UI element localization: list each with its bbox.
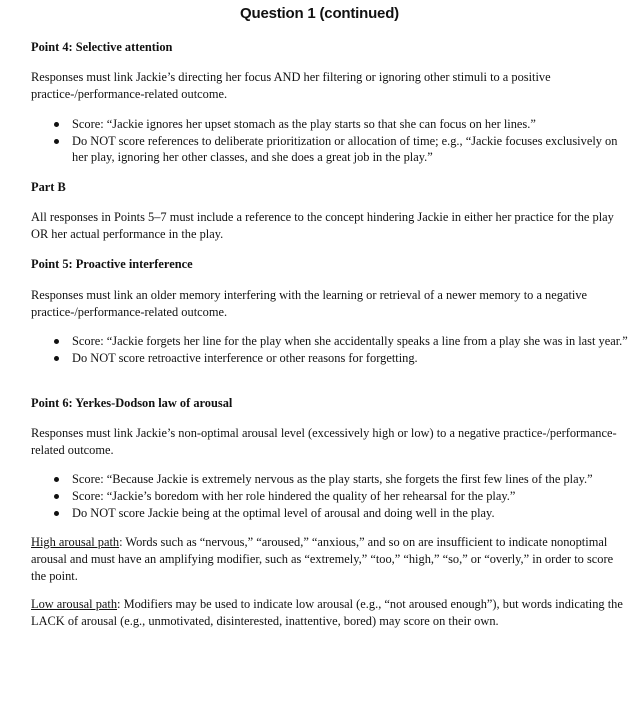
- list-item: Do NOT score retroactive interference or other reasons for forgetting.: [31, 350, 631, 366]
- partB-heading: Part B: [31, 180, 66, 194]
- list-item: Score: “Jackie’s boredom with her role hindered the quality of her rehearsal for the play.”: [31, 488, 631, 504]
- list-item: Do NOT score Jackie being at the optimal level of arousal and doing well in the play.: [31, 505, 631, 521]
- list-item: Score: “Because Jackie is extremely nervous as the play starts, she forgets the first few lines of the play.”: [31, 471, 631, 487]
- high-arousal-label: High arousal path: [31, 535, 120, 549]
- low-arousal-text: : Modifiers may be used to indicate low arousal (e.g., “not aroused enough”), but words indicating the LACK of arousal (e.g., unmotivated, disinterested, inattentive, bored) may score on their own.: [31, 597, 623, 628]
- point4-heading: Point 4: Selective attention: [31, 40, 173, 54]
- partB-paragraph: All responses in Points 5–7 must include a reference to the concept hindering Jackie in either her practice for the play OR her actual performance in the play.: [31, 210, 614, 241]
- point6-heading: Point 6: Yerkes-Dodson law of arousal: [31, 396, 233, 410]
- high-arousal-paragraph: [31, 534, 631, 585]
- point6-bullet-list: [31, 471, 631, 522]
- low-arousal-label: Low arousal path: [31, 597, 118, 611]
- low-arousal-paragraph: [31, 596, 631, 630]
- high-arousal-text: : Words such as “nervous,” “aroused,” “anxious,” and so on are insufficient to indicate nonoptimal arousal and must have an amplifying modifier, such as “extremely,” “too,” “high,” “so,” or “overly,” in order to score the point.: [31, 535, 614, 583]
- list-item: Score: “Jackie ignores her upset stomach as the play starts so that she can focus on her lines.”: [31, 116, 631, 132]
- point5-bullet-list: [31, 333, 631, 367]
- point5-heading: Point 5: Proactive interference: [31, 257, 193, 271]
- list-item: Score: “Jackie forgets her line for the play when she accidentally speaks a line from a play she was in last year.”: [31, 333, 631, 349]
- page-title: Question 1 (continued): [240, 5, 399, 22]
- point4-bullet-list: [31, 116, 631, 166]
- point5-paragraph: Responses must link an older memory interfering with the learning or retrieval of a newer memory to a negative practice-/performance-related outcome.: [31, 288, 588, 319]
- list-item: Do NOT score references to deliberate prioritization or allocation of time; e.g., “Jackie focuses exclusively on her play, ignoring her other classes, and she does a great job in the play.”: [31, 133, 631, 165]
- point6-paragraph: Responses must link Jackie’s non-optimal arousal level (excessively high or low) to a negative practice-/performance-related outcome.: [31, 426, 617, 457]
- point4-paragraph: Responses must link Jackie’s directing her focus AND her filtering or ignoring other stimuli to a positive practice-/performance-related outcome.: [31, 70, 551, 101]
